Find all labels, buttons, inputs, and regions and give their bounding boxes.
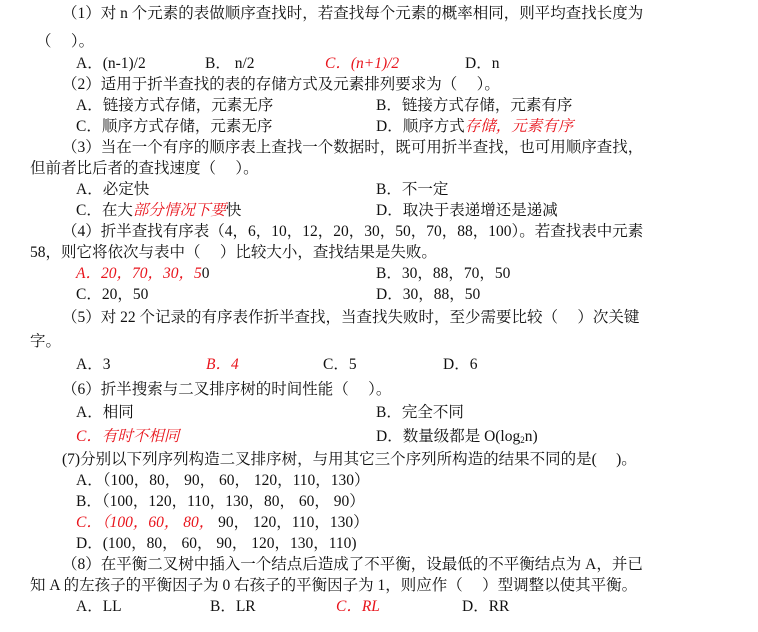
q4-option-a — [76, 264, 209, 284]
q1-option-b: B． n/2 — [205, 55, 255, 72]
q8-option-c-answer: C．RL — [336, 598, 380, 615]
q6-option-a: A．相同 — [76, 404, 134, 421]
q1-option-c-answer: C．(n+1)/2 — [325, 55, 400, 72]
q3-option-c-text: C．在大 — [76, 202, 133, 219]
q2-option-a: A．链接方式存储，元素无序 — [76, 97, 274, 114]
q3-number: （3） — [62, 139, 101, 156]
q3-stem-text: 当在一个有序的顺序表上查找一个数据时，既可用折半查找，也可用顺序查找， — [100, 139, 644, 156]
q2-option-d — [376, 117, 573, 137]
q8-option-a: A．LL — [76, 598, 122, 615]
q4-stem — [62, 222, 643, 242]
q1-number: （1） — [62, 5, 101, 22]
q1-option-d: D．n — [465, 55, 500, 72]
q5-option-d: D．6 — [443, 356, 478, 373]
q5-number: （5） — [62, 309, 101, 326]
q4-option-c: C．20，50 — [76, 286, 149, 303]
q7-option-b: B．（100，120，110，130，80， 60， 90） — [76, 493, 365, 510]
q3-option-b: B．不一定 — [376, 181, 449, 198]
q6-option-d-subscript: 2 — [520, 435, 525, 445]
q4-option-a-answer: A．20，70，30，5 — [76, 265, 202, 282]
q2-option-d-text: D．顺序方式 — [376, 118, 465, 135]
q4-number: （4） — [62, 223, 101, 240]
q7-option-c — [76, 513, 369, 533]
q3-stem-cont: 但前者比后者的查找速度（ ）。 — [30, 160, 259, 177]
q4-stem-text: 折半查找有序表（4，6，10，12，20，30，50，70，88，100）。若查找表中元素 — [100, 223, 644, 240]
q6-option-c-answer: C．有时不相同 — [76, 428, 180, 445]
q4-option-a-tail: 0 — [201, 265, 210, 282]
q5-option-a: A．3 — [76, 356, 111, 373]
q1-option-a: A．(n-1)/2 — [76, 55, 146, 72]
q4-option-b: B．30，88，70，50 — [376, 265, 511, 282]
q8-option-b: B．LR — [210, 598, 256, 615]
q6-stem-text: 折半搜索与二叉排序树的时间性能（ ）。 — [100, 381, 392, 398]
q3-option-c — [76, 201, 241, 221]
q2-option-b: B．链接方式存储，元素有序 — [376, 97, 573, 114]
q6-number: （6） — [62, 381, 101, 398]
q2-option-d-answer: 存储，元素有序 — [464, 118, 574, 135]
q3-stem — [62, 138, 643, 158]
q3-option-c-answer: 部分情况下要 — [132, 202, 226, 219]
q2-number: （2） — [62, 76, 101, 93]
q7-number: (7) — [62, 451, 81, 468]
q8-number: （8） — [62, 556, 101, 573]
q2-stem-text: 适用于折半查找的表的存储方式及元素排列要求为（ ）。 — [100, 76, 500, 93]
q3-option-a: A．必定快 — [76, 181, 150, 198]
q7-option-a: A．（100，80， 90， 60， 120，110，130） — [76, 472, 370, 489]
q7-option-d: D．(100，80， 60， 90， 120，130，110) — [76, 535, 357, 552]
q6-option-b: B．完全不同 — [376, 404, 464, 421]
q2-option-c: C．顺序方式存储，元素无序 — [76, 118, 273, 135]
q8-option-d: D．RR — [462, 598, 510, 615]
q4-option-d: D．30，88，50 — [376, 286, 481, 303]
q3-option-c-text-end: 快 — [225, 202, 242, 219]
q5-stem — [62, 308, 639, 328]
q6-option-d-text: D．数量级都是 O(log — [376, 428, 521, 445]
q8-stem — [62, 555, 643, 575]
q4-stem-cont: 58，则它将依次与表中（ ）比较大小，查找结果是失败。 — [30, 244, 437, 261]
q7-option-c-answer: C．（100，60， 80， — [76, 514, 215, 531]
q1-stem-cont: （ ）。 — [36, 33, 95, 50]
q3-option-d: D．取决于表递增还是递减 — [376, 202, 558, 219]
q2-stem — [62, 75, 500, 95]
q6-stem — [62, 380, 391, 400]
q1-stem — [62, 4, 643, 24]
q7-option-c-tail: 90， 120，110，130） — [214, 514, 369, 531]
q1-stem-text: 对 n 个元素的表做顺序查找时，若查找每个元素的概率相同，则平均查找长度为 — [100, 5, 644, 22]
q8-stem-text: 在平衡二叉树中插入一个结点后造成了不平衡，设最低的不平衡结点为 A，并已 — [100, 556, 643, 573]
q5-option-c: C．5 — [323, 356, 357, 373]
q6-option-d-tail: n) — [524, 428, 538, 445]
q8-stem-cont: 知 A 的左孩子的平衡因子为 0 右孩子的平衡因子为 1，则应作（ ）型调整以使其平衡。 — [30, 577, 638, 594]
q5-stem-text: 对 22 个记录的有序表作折半查找，当查找失败时，至少需要比较（ ）次关键 — [100, 309, 640, 326]
q6-option-d — [376, 427, 538, 450]
q7-stem — [62, 450, 637, 470]
q7-stem-text: 分别以下列序列构造二叉排序树，与用其它三个序列所构造的结果不同的是( )。 — [80, 451, 637, 468]
q5-stem-cont: 字。 — [30, 333, 62, 350]
q5-option-b-answer: B．4 — [206, 356, 239, 373]
